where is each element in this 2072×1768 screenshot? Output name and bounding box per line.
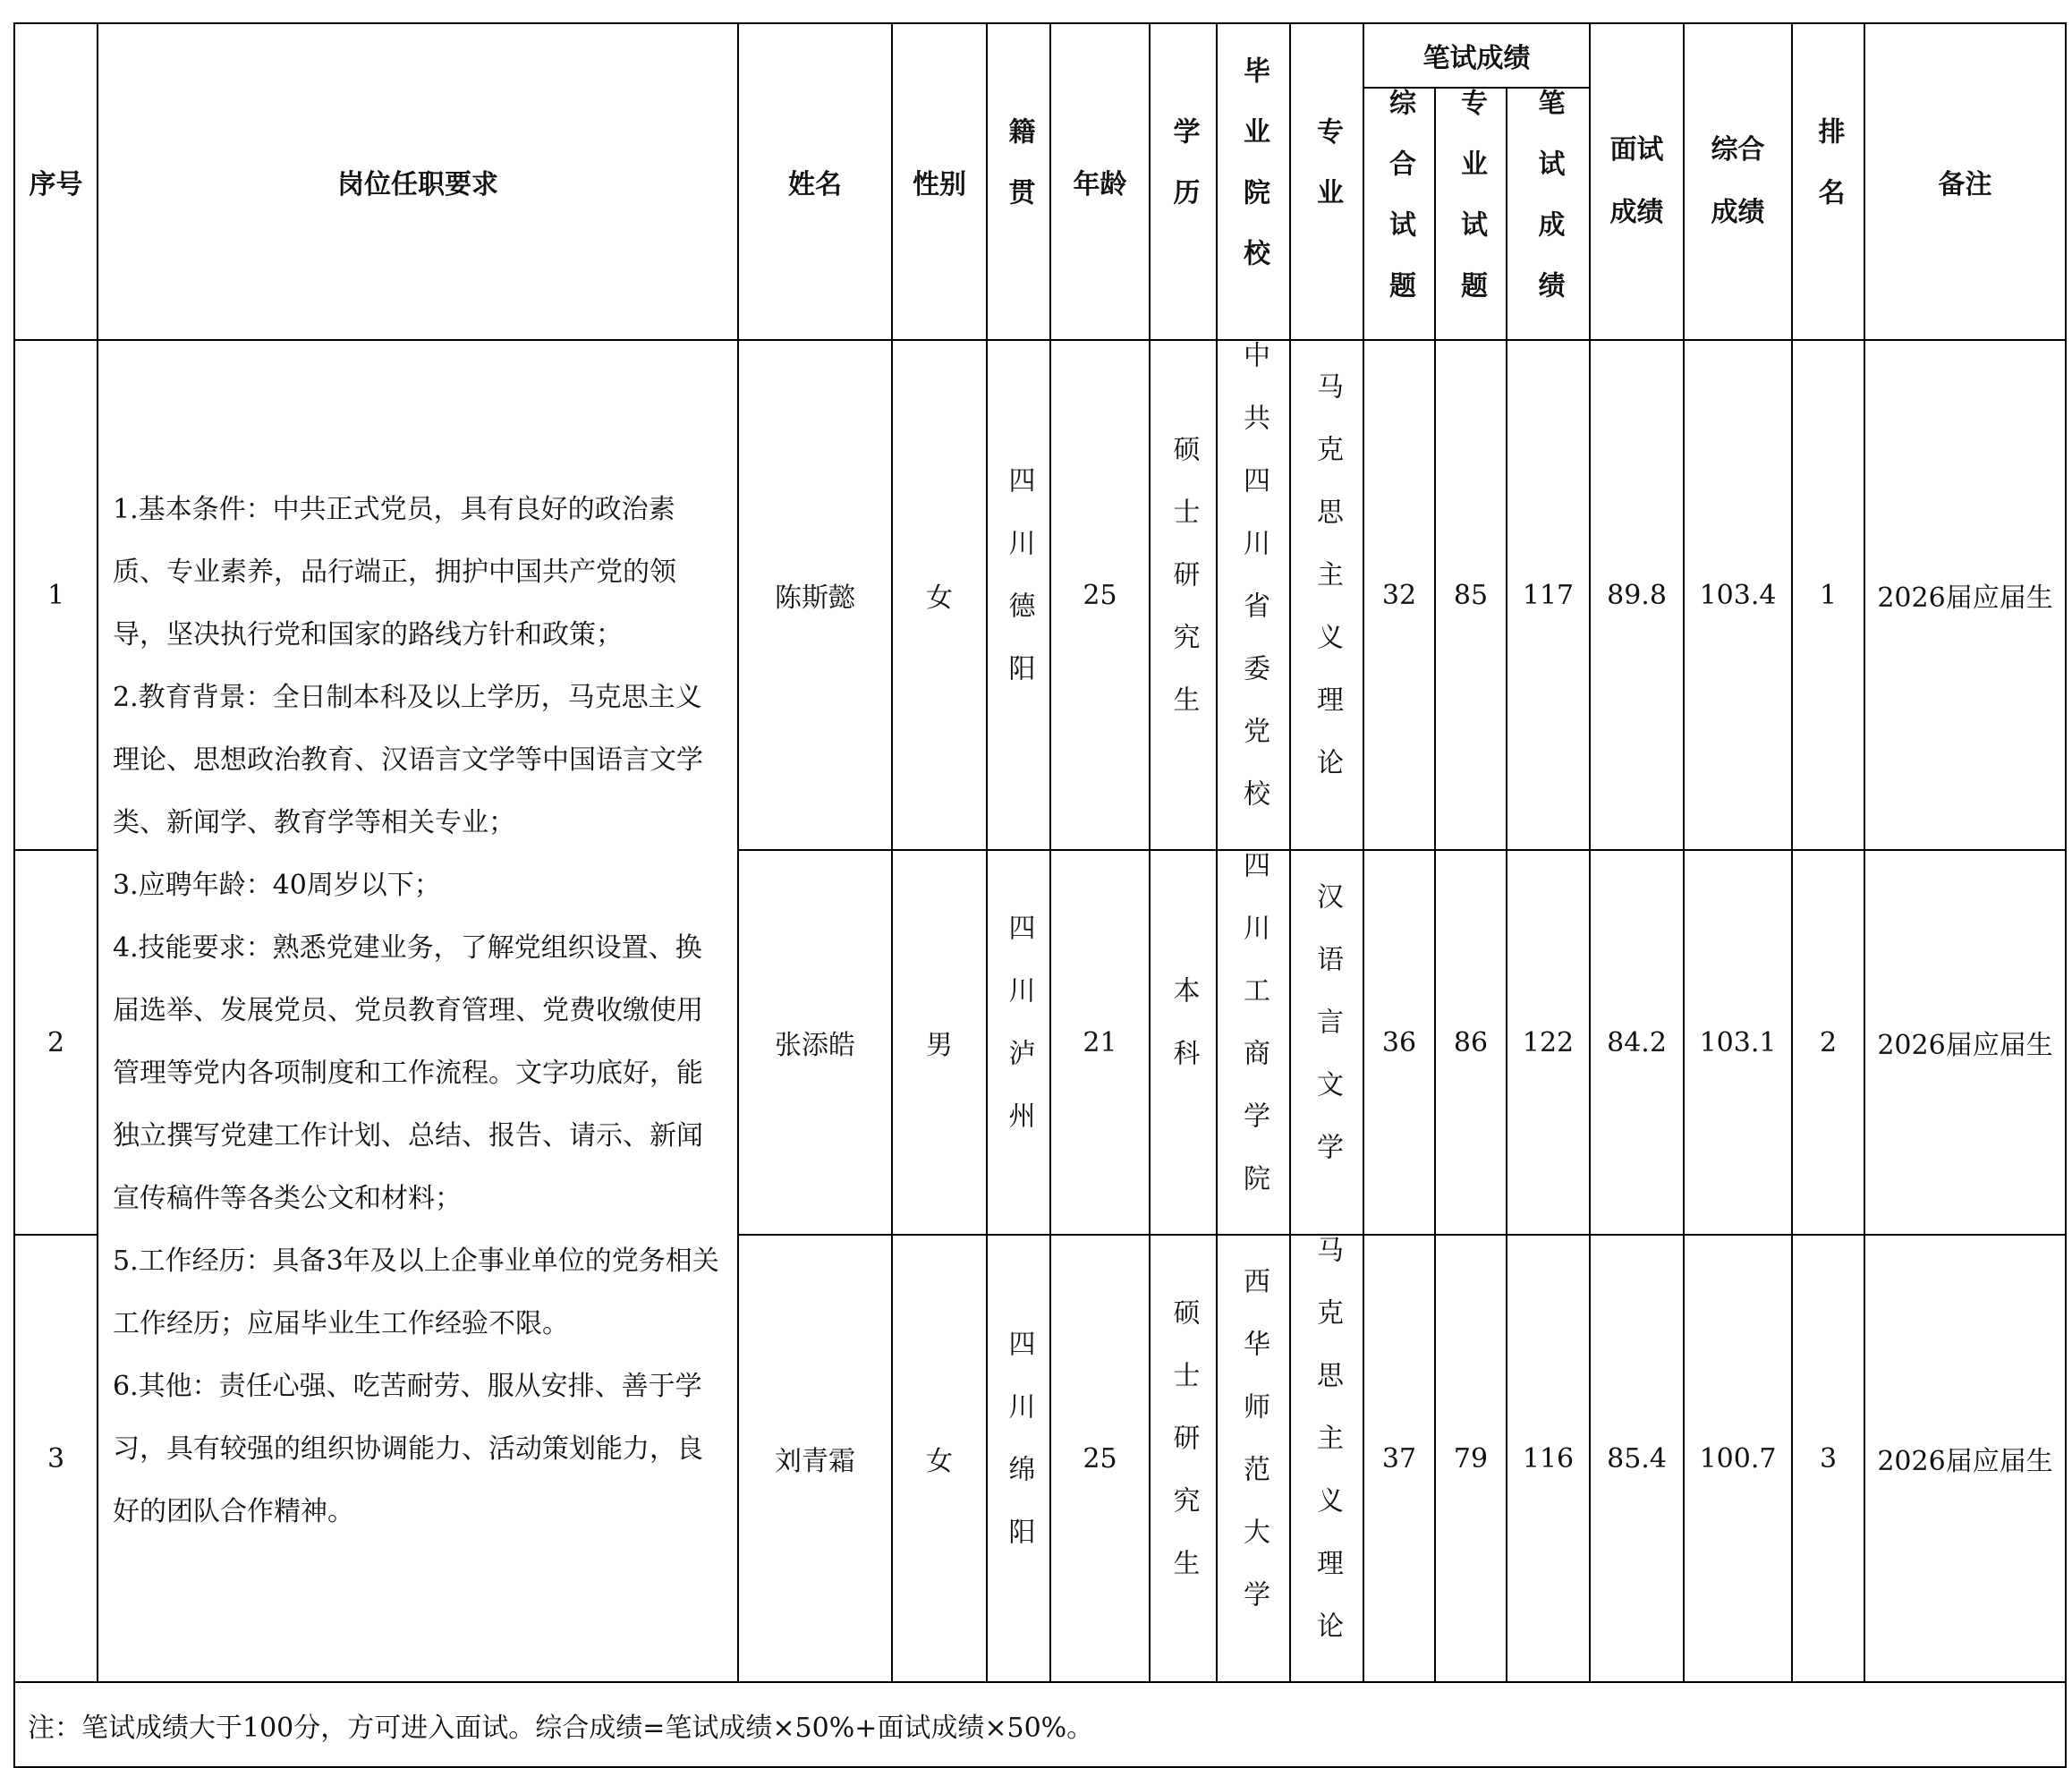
row-gender: 男 xyxy=(892,850,987,1235)
row-major-text: 马克思主义理论 xyxy=(1312,372,1343,811)
header-row xyxy=(14,23,2066,88)
row-remark: 2026届应届生 xyxy=(1864,340,2066,850)
row-origin-text: 四川泸州 xyxy=(1003,914,1035,1164)
header-interview-text: 面试成绩 xyxy=(1609,134,1664,228)
row-major-text: 汉语言文学 xyxy=(1312,882,1343,1195)
header-remark: 备注 xyxy=(1864,23,2066,340)
row-overall-score: 103.4 xyxy=(1684,340,1792,850)
row-school-text: 西华师范大学 xyxy=(1238,1267,1270,1643)
row-education-text: 硕士研究生 xyxy=(1168,435,1200,748)
row-overall-score: 100.7 xyxy=(1684,1235,1792,1682)
row-age: 25 xyxy=(1050,340,1150,850)
header-written-score-text: 笔试成绩 xyxy=(1533,89,1565,332)
table-row xyxy=(14,340,2066,850)
header-requirements: 岗位任职要求 xyxy=(98,23,738,340)
requirement-item: 5.工作经历：具备3年及以上企事业单位的党务相关工作经历；应届毕业生工作经验不限。 xyxy=(113,1245,719,1339)
row-remark: 2026届应届生 xyxy=(1864,1235,2066,1682)
header-comp-questions xyxy=(1363,88,1435,340)
row-comp-questions: 37 xyxy=(1363,1235,1435,1682)
row-education xyxy=(1150,340,1217,850)
row-school xyxy=(1217,850,1290,1235)
row-written-score: 116 xyxy=(1507,1235,1590,1682)
row-name: 陈斯懿 xyxy=(738,340,892,850)
row-school xyxy=(1217,340,1290,850)
footnote: 注：笔试成绩大于100分，方可进入面试。综合成绩=笔试成绩×50%+面试成绩×50%。 xyxy=(14,1682,2066,1767)
row-written-score: 122 xyxy=(1507,850,1590,1235)
row-major xyxy=(1290,850,1363,1235)
row-remark: 2026届应届生 xyxy=(1864,850,2066,1235)
header-gender: 性别 xyxy=(892,23,987,340)
row-interview-score: 84.2 xyxy=(1590,850,1684,1235)
row-age: 21 xyxy=(1050,850,1150,1235)
header-rank-text: 排名 xyxy=(1813,117,1845,239)
row-comp-questions: 32 xyxy=(1363,340,1435,850)
row-school xyxy=(1217,1235,1290,1682)
row-interview-score: 85.4 xyxy=(1590,1235,1684,1682)
results-table xyxy=(13,22,2067,1768)
row-school-text: 四川工商学院 xyxy=(1238,851,1270,1227)
row-prof-questions: 79 xyxy=(1435,1235,1507,1682)
row-rank: 3 xyxy=(1792,1235,1864,1682)
row-education-text: 硕士研究生 xyxy=(1168,1298,1200,1611)
row-written-score: 117 xyxy=(1507,340,1590,850)
row-education-text: 本科 xyxy=(1168,976,1200,1101)
row-major-text: 马克思主义理论 xyxy=(1312,1236,1343,1674)
row-origin xyxy=(987,1235,1050,1682)
row-rank: 1 xyxy=(1792,340,1864,850)
row-prof-questions: 86 xyxy=(1435,850,1507,1235)
header-written-score xyxy=(1507,88,1590,340)
header-major xyxy=(1290,23,1363,340)
row-education xyxy=(1150,850,1217,1235)
row-origin xyxy=(987,850,1050,1235)
row-seq: 3 xyxy=(14,1235,98,1682)
requirement-item: 1.基本条件：中共正式党员，具有良好的政治素质、专业素养，品行端正，拥护中国共产党的领导，坚决执行党和国家的路线方针和政策； xyxy=(113,494,676,650)
header-origin xyxy=(987,23,1050,340)
row-seq: 1 xyxy=(14,340,98,850)
header-prof-questions-text: 专业试题 xyxy=(1456,89,1487,332)
header-origin-text: 籍贯 xyxy=(1003,117,1035,239)
header-school xyxy=(1217,23,1290,340)
header-school-text: 毕业院校 xyxy=(1238,56,1270,300)
header-comp-questions-text: 综合试题 xyxy=(1384,89,1415,332)
row-interview-score: 89.8 xyxy=(1590,340,1684,850)
row-major xyxy=(1290,340,1363,850)
row-origin-text: 四川绵阳 xyxy=(1003,1330,1035,1580)
header-prof-questions xyxy=(1435,88,1507,340)
requirements-cell xyxy=(98,340,738,1682)
row-gender: 女 xyxy=(892,340,987,850)
header-written-group: 笔试成绩 xyxy=(1363,23,1590,88)
row-rank: 2 xyxy=(1792,850,1864,1235)
row-comp-questions: 36 xyxy=(1363,850,1435,1235)
requirement-item: 4.技能要求：熟悉党建业务，了解党组织设置、换届选举、发展党员、党员教育管理、党费收缴使用管理等党内各项制度和工作流程。文字功底好，能独立撰写党建工作计划、总结、报告、请示、新闻宣传稿件等各类公文和材料； xyxy=(113,932,703,1214)
header-education-text: 学历 xyxy=(1168,117,1200,239)
header-name: 姓名 xyxy=(738,23,892,340)
header-rank xyxy=(1792,23,1864,340)
row-education xyxy=(1150,1235,1217,1682)
row-school-text: 中共四川省委党校 xyxy=(1238,341,1270,842)
row-major xyxy=(1290,1235,1363,1682)
header-major-text: 专业 xyxy=(1312,117,1343,239)
row-age: 25 xyxy=(1050,1235,1150,1682)
row-name: 刘青霜 xyxy=(738,1235,892,1682)
note-row xyxy=(14,1682,2066,1767)
header-overall-text: 综合成绩 xyxy=(1711,134,1765,228)
header-education xyxy=(1150,23,1217,340)
header-overall xyxy=(1684,23,1792,340)
requirement-item: 3.应聘年龄：40周岁以下； xyxy=(113,870,441,901)
row-origin-text: 四川德阳 xyxy=(1003,466,1035,717)
header-interview xyxy=(1590,23,1684,340)
row-name: 张添皓 xyxy=(738,850,892,1235)
header-age: 年龄 xyxy=(1050,23,1150,340)
row-gender: 女 xyxy=(892,1235,987,1682)
row-origin xyxy=(987,340,1050,850)
row-prof-questions: 85 xyxy=(1435,340,1507,850)
header-seq: 序号 xyxy=(14,23,98,340)
requirement-item: 6.其他：责任心强、吃苦耐劳、服从安排、善于学习，具有较强的组织协调能力、活动策划能力，良好的团队合作精神。 xyxy=(113,1371,703,1527)
row-overall-score: 103.1 xyxy=(1684,850,1792,1235)
requirement-item: 2.教育背景：全日制本科及以上学历，马克思主义理论、思想政治教育、汉语言文学等中国语言文学类、新闻学、教育学等相关专业； xyxy=(113,682,703,838)
row-seq: 2 xyxy=(14,850,98,1235)
